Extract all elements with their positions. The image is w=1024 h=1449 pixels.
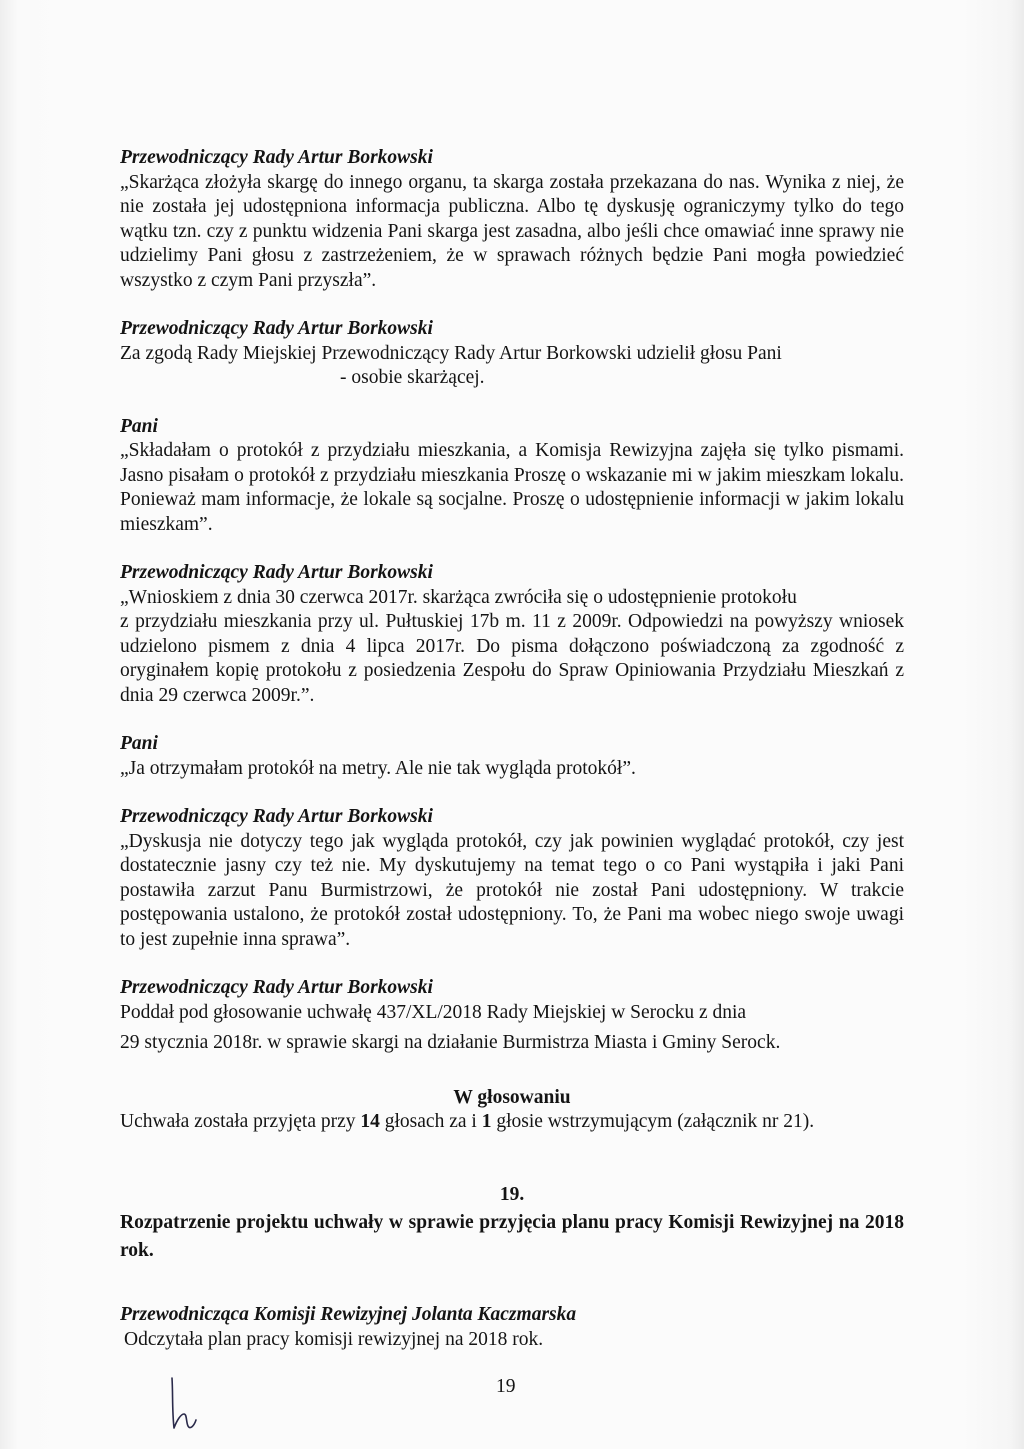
statement-6 — [120, 805, 904, 952]
speaker-name: Przewodniczący Rady Artur Borkowski — [120, 562, 433, 583]
statement-text: Odczytała plan pracy komisji rewizyjnej na 2018 rok. — [124, 1328, 544, 1350]
statement-text: „Dyskusja nie dotyczy tego jak wygląda protokół, czy jak powinien wyglądać protokół, czy jest dostatecznie jasny czy też nie. My dyskutujemy na temat tego o co Pani wystąpiła i jaki Pani postawiła zarzut Panu Burmistrzowi, że protokół nie został Pani udostępniony. W trakcie postępowania ustalono, że protokół został udostępniony. To, że Pani ma wobec niego swoje uwagi to jest zupełnie inna sprawa”. — [120, 830, 904, 950]
speaker-name: Przewodniczący Rady Artur Borkowski — [120, 318, 433, 339]
statement-text-continued: z przydziału mieszkania przy ul. Pułtuskiej 17b m. 11 z 2009r. Odpowiedzi na powyższy wniosek udzielono pismem z dnia 4 lipca 2017r. Do pisma dołączono poświadczoną za zgodność z oryginałem kopię protokołu z posiedzenia Zespołu do Spraw Opiniowania Przydziału Mieszkań z dnia 29 czerwca 2009r.”. — [120, 611, 904, 706]
statement-text: Za zgodą Rady Miejskiej Przewodniczący Rady Artur Borkowski udzielił głosu Pani — [120, 342, 782, 364]
speaker-name: Przewodniczący Rady Artur Borkowski — [120, 806, 433, 827]
votes-for-count: 14 — [360, 1111, 380, 1132]
statement-3 — [120, 415, 904, 538]
statement-8 — [120, 1303, 904, 1352]
page-number: 19 — [496, 1376, 516, 1397]
speaker-name: Pani — [120, 415, 158, 437]
voting-text: głosie wstrzymującym (załącznik nr 21). — [491, 1111, 815, 1132]
document-content — [120, 146, 904, 1352]
statement-text: „Skarżąca złożyła skargę do innego organu, ta skarga została przekazana do nas. Wynika z niej, że nie została jej udostępniona informacja publiczna. Albo tę dyskusję ograniczymy tylko do tego wątku tzn. czy z punktu widzenia Pani skarga jest zasadna, albo jeśli chce omawiać inne sprawy nie udzielimy Pani głosu z zastrzeżeniem, że w sprawach różnych będzie Pani mogła powiedzieć wszystko z czym Pani przyszła”. — [120, 171, 904, 291]
votes-abstain-count: 1 — [481, 1111, 492, 1132]
section-number: 19. — [499, 1183, 525, 1205]
section-title: Rozpatrzenie projektu uchwały w sprawie przyjęcia planu pracy Komisji Rewizyjnej na 2018 rok. — [120, 1212, 904, 1261]
voting-text: Uchwała została przyjęta przy — [120, 1111, 361, 1132]
speaker-name: Przewodniczący Rady Artur Borkowski — [120, 147, 433, 168]
speaker-name: Pani — [120, 733, 158, 754]
statement-7 — [120, 976, 904, 1056]
speaker-name: Przewodniczący Rady Artur Borkowski — [120, 977, 433, 998]
statement-text: „Wnioskiem z dnia 30 czerwca 2017r. skarżąca zwróciła się o udostępnienie protokołu — [120, 586, 797, 608]
statement-text: Poddał pod głosowanie uchwałę 437/XL/2018 Rady Miejskiej w Serocku z dnia — [120, 1001, 747, 1023]
statement-1 — [120, 146, 904, 293]
agenda-section — [120, 1183, 904, 1266]
signature-mark — [160, 1376, 210, 1436]
statement-4 — [120, 561, 904, 708]
statement-text: „Ja otrzymałam protokół na metry. Ale nie tak wygląda protokół”. — [120, 757, 636, 779]
voting-result — [120, 1110, 904, 1135]
voting-text: głosach za i — [379, 1111, 482, 1132]
speaker-name: Przewodnicząca Komisji Rewizyjnej Jolanta Kaczmarska — [120, 1304, 577, 1325]
statement-text-continued: 29 stycznia 2018r. w sprawie skargi na działanie Burmistrza Miasta i Gminy Serock. — [120, 1032, 781, 1053]
statement-text: „Składałam o protokół z przydziału mieszkania, a Komisja Rewizyjna zajęła się tylko pismami. Jasno pisałam o protokół z przydziału mieszkania Proszę o wskazanie mi w jakim mieszkam lokalu. Ponieważ mam informacje, że lokale są socjalne. Proszę o udostępnienie informacji w jakim lokalu mieszkam”. — [120, 440, 904, 535]
voting-heading: W głosowaniu — [453, 1086, 571, 1108]
voting-block — [120, 1086, 904, 1135]
statement-5 — [120, 732, 904, 781]
statement-text-continued: - osobie skarżącej. — [340, 367, 485, 388]
statement-2 — [120, 317, 904, 391]
